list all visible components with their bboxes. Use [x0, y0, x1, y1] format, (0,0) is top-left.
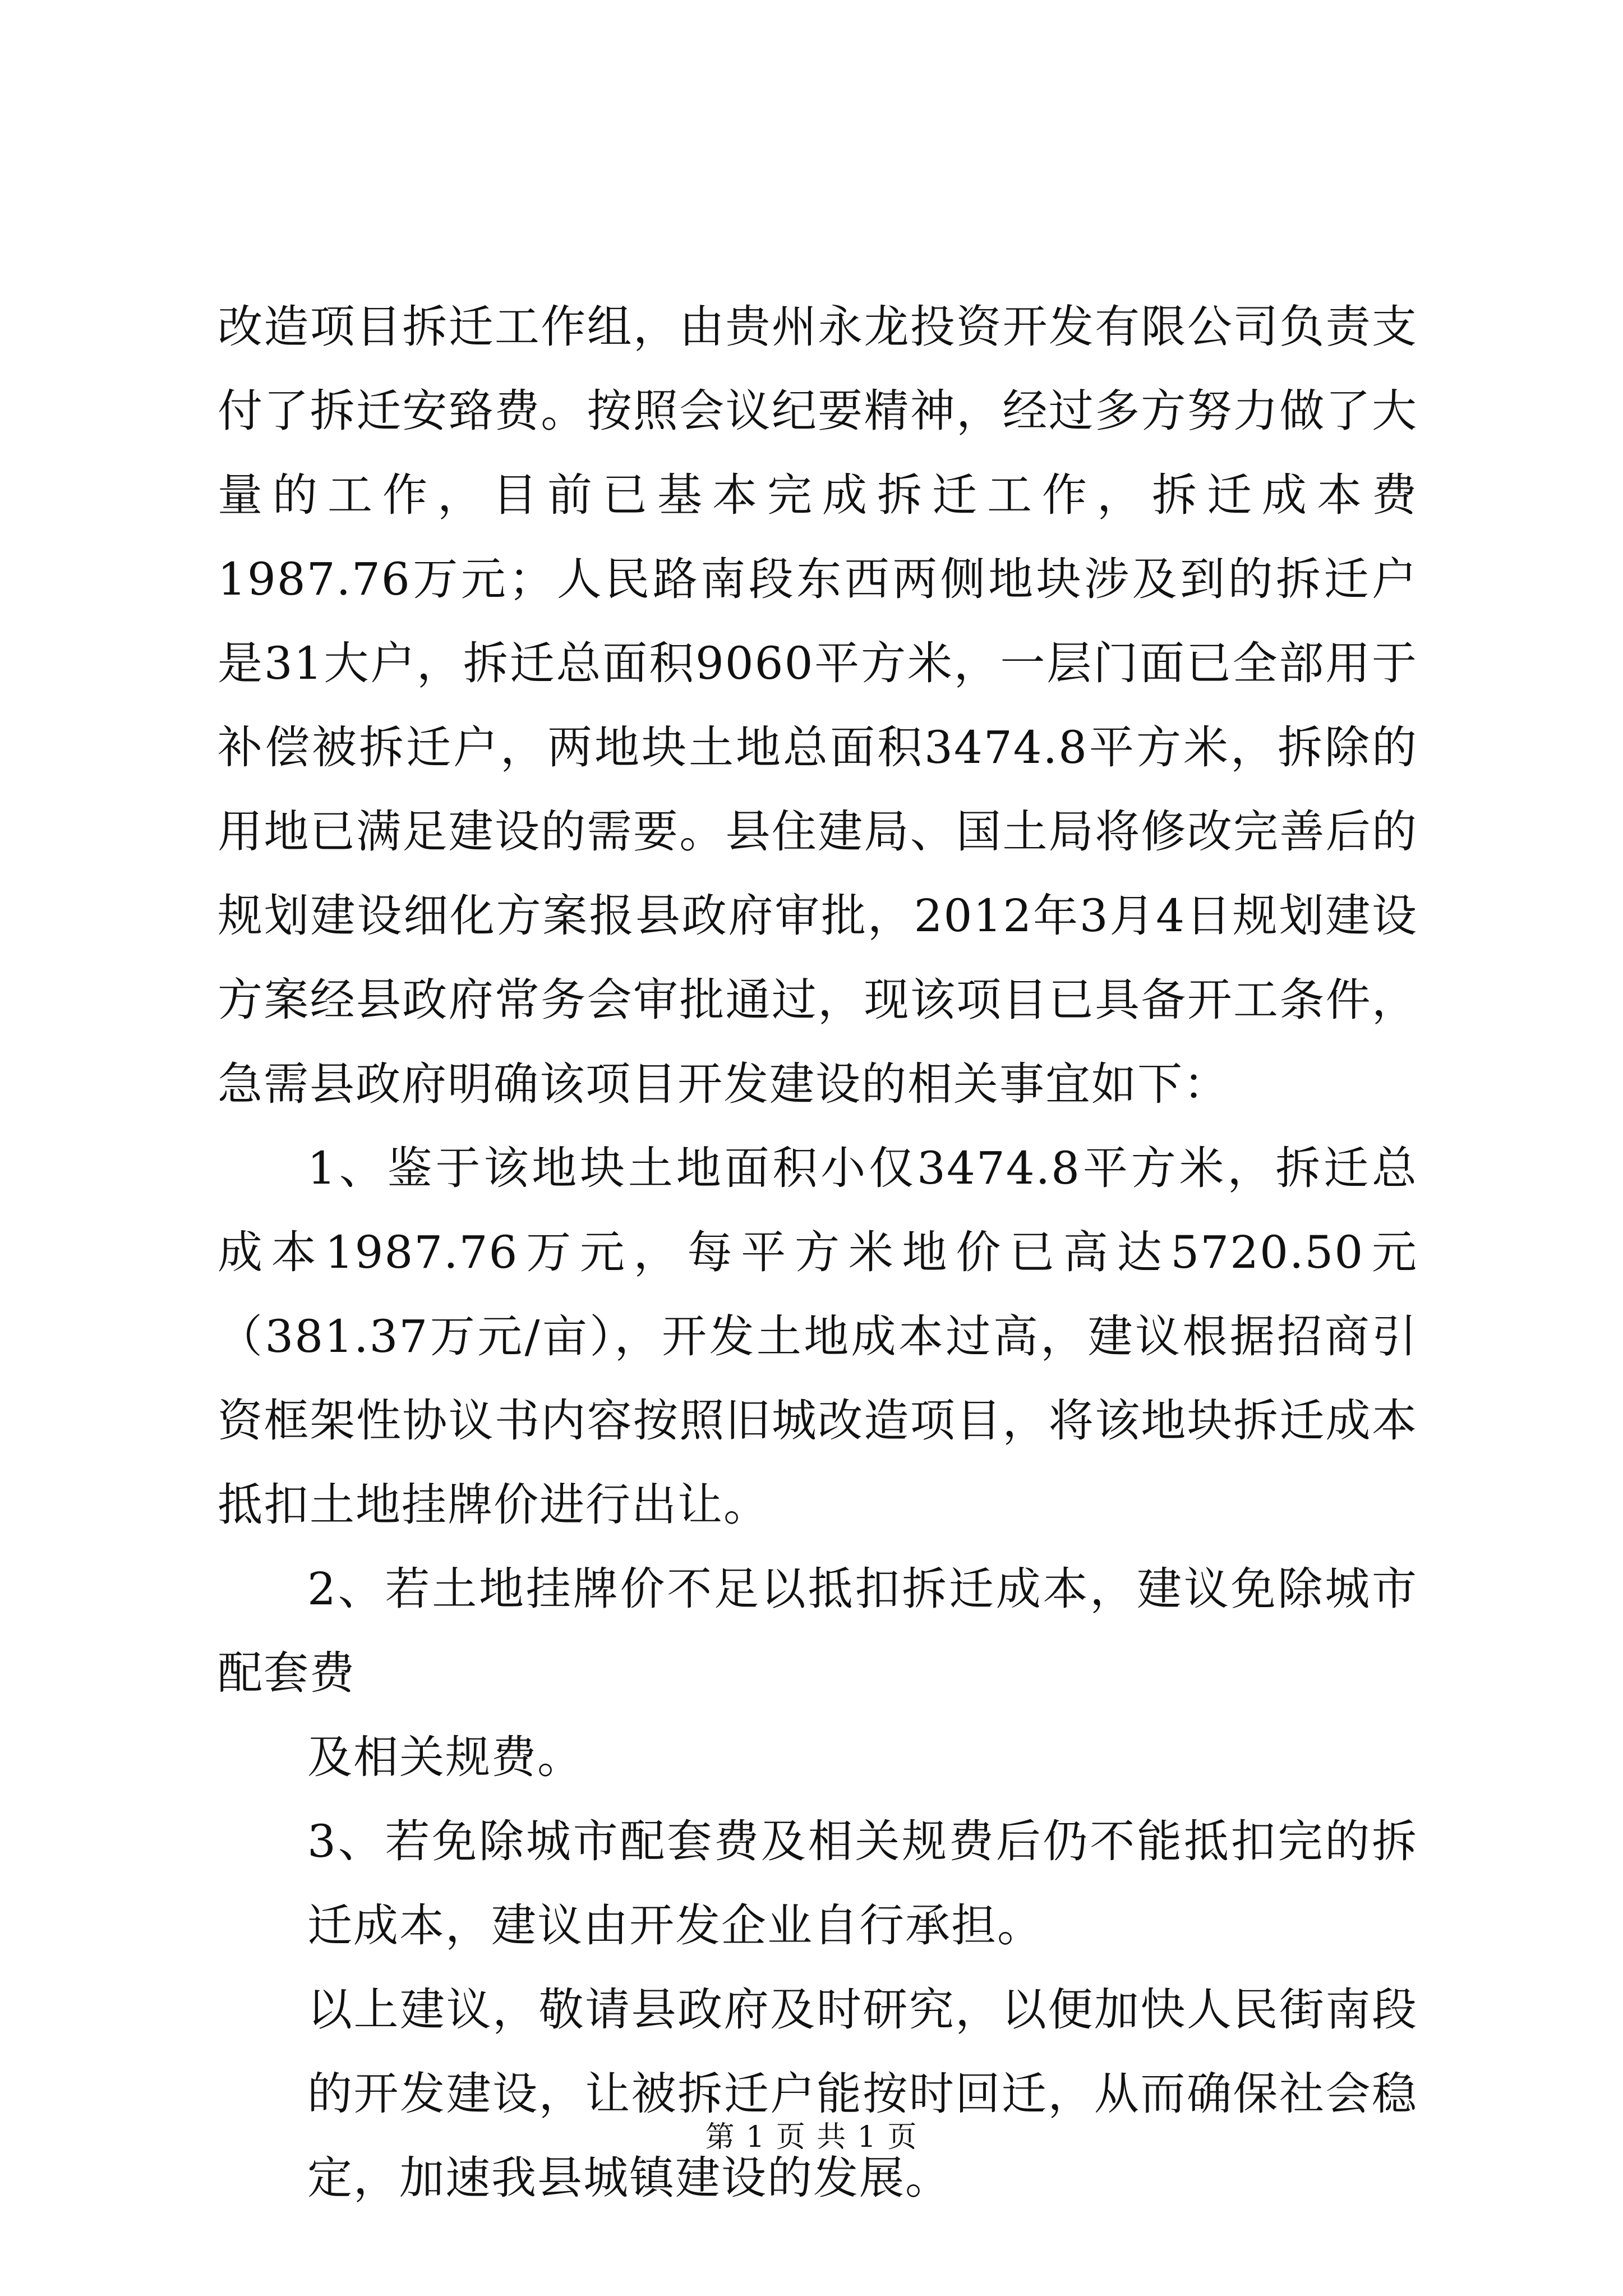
page-number-footer: 第 1 页 共 1 页: [705, 2120, 918, 2154]
paragraph-closing: 以上建议，敬请县政府及时研究，以便加快人民街南段的开发建设，让被拆迁户能按时回迁，从而确保社会稳定，加速我县城镇建设的发展。: [307, 1984, 1418, 2204]
paragraph-demolition-status: 改造项目拆迁工作组，由贵州永龙投资开发有限公司负责支付了拆迁安臵费。按照会议纪要精神，经过多方努力做了大量的工作，目前已基本完成拆迁工作，拆迁成本费1987.76万元；人民路南段东西两侧地块涉及到的拆迁户是31大户，拆迁总面积9060平方米，一层门面已全部用于补偿被拆迁户，两地块土地总面积3474.8平方米，拆除的用地已满足建设的需要。县住建局、国土局将修改完善后的规划建设细化方案报县政府审批，2012年3月4日规划建设方案经县政府常务会审批通过，现该项目已具备开工条件，急需县政府明确该项目开发建设的相关事宜如下：: [218, 301, 1418, 1110]
paragraph-suggestion-1: 1、鉴于该地块土地面积小仅3474.8平方米，拆迁总成本1987.76万元，每平方米地价已高达5720.50元（381.37万元/亩），开发土地成本过高，建议根据招商引资框架性协议书内容按照旧城改造项目，将该地块拆迁成本抵扣土地挂牌价进行出让。: [218, 1142, 1418, 1531]
paragraph-suggestion-2: 2、若土地挂牌价不足以抵扣拆迁成本，建议免除城市配套费: [218, 1563, 1418, 1699]
paragraph-suggestion-3: 3、若免除城市配套费及相关规费后仍不能抵扣完的拆迁成本，建议由开发企业自行承担。: [307, 1815, 1418, 1952]
document-body: [218, 285, 1418, 2220]
paragraph-suggestion-2-continued: 及相关规费。: [307, 1731, 583, 1783]
